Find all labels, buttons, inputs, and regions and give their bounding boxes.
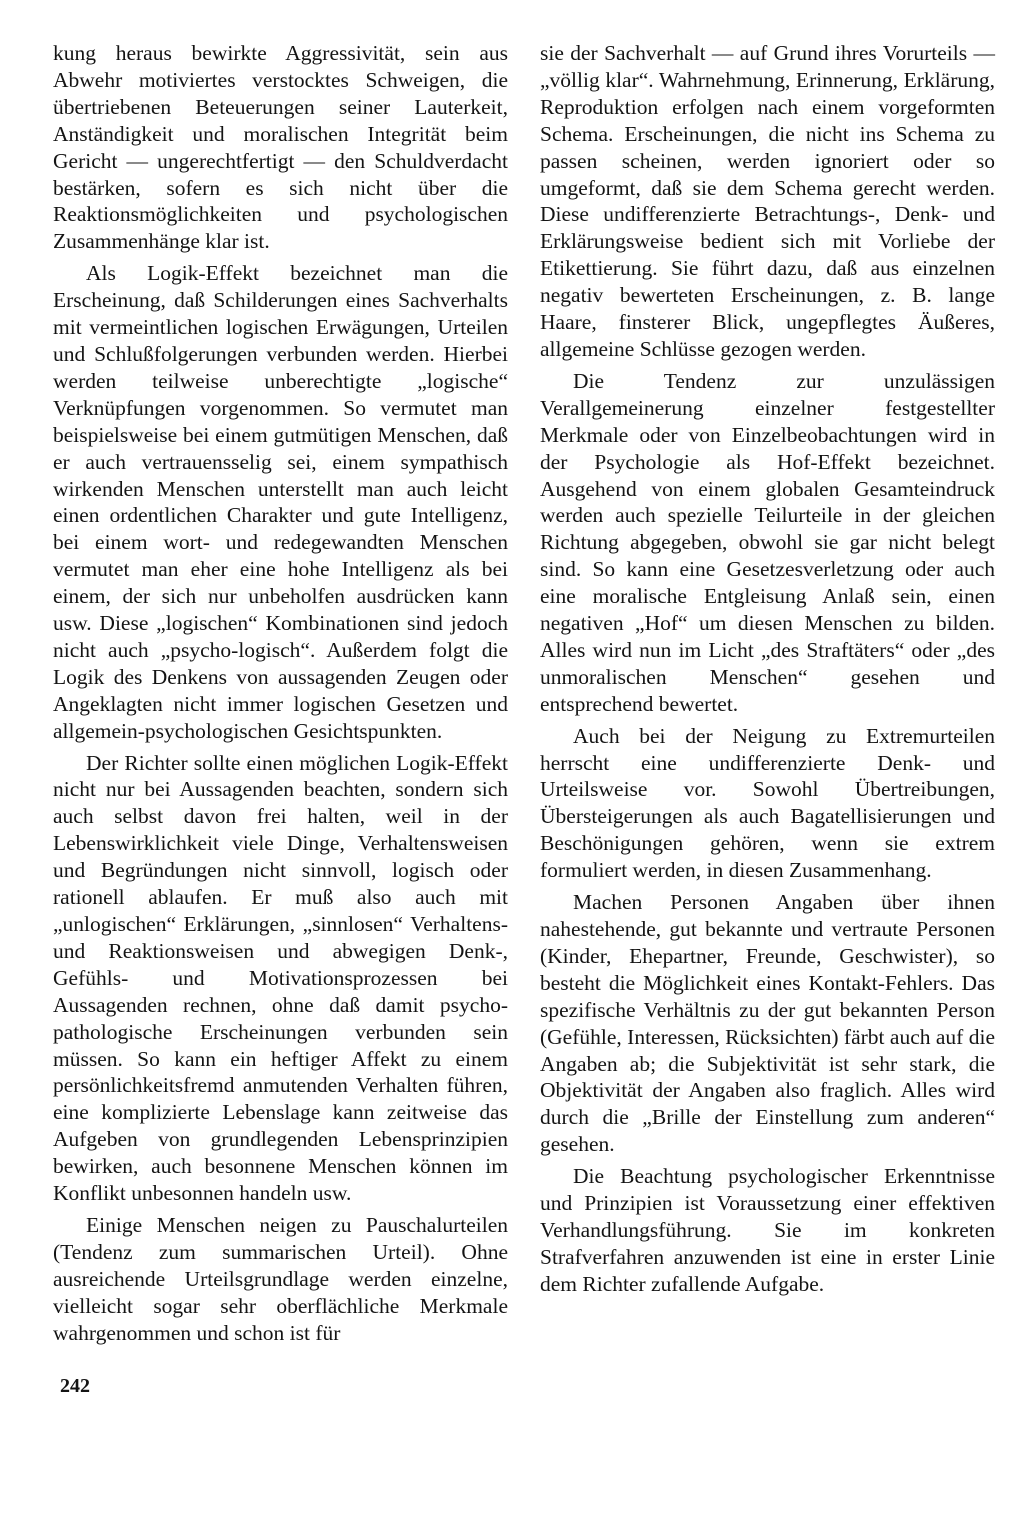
paragraph-logik-effekt: Als Logik-Effekt bezeichnet man die Erscheinung, daß Schilderungen eines Sachverhalts mit vermeintlichen logischen Erwägungen, Urteilen und Schlußfolgerungen verbunden werden. Hierbei werden teilweise unberechtigte „logische“ Verknüpfungen vorgenommen. So vermutet man beispielsweise bei einem gutmütigen Menschen, daß er auch vertrauensselig sei, einem sympathisch wirkenden Menschen unterstellt man auch leicht einen ordentlichen Charakter und gute Intelligenz, bei einem wort- und redegewandten Menschen vermutet man eher eine hohe Intelligenz als bei einem, der sich nur unbeholfen ausdrücken kann usw. Diese „logischen“ Kombinationen sind jedoch nicht auch „psycho-logisch“. Außerdem folgt die Logik des Denkens von aussagenden Zeugen oder Angeklagten nicht immer logischen Gesetzen und allgemein-psychologischen Gesichtspunkten. <box>53 261 508 743</box>
paragraph-extremurteile: Auch bei der Neigung zu Extremurteilen herrscht eine undifferenzierte Denk- und Urteilsweise vor. Sowohl Übertreibungen, Übersteigerungen als auch Bagatellisierungen und Beschönigungen gehören, wenn sie extrem formuliert werden, in diesen Zusammenhang. <box>540 723 995 883</box>
paragraph-hof-effekt: Die Tendenz zur unzulässigen Verallgemeinerung einzelner festgestellter Merkmale oder von Einzelbeobachtungen wird in der Psychologie als Hof-Effekt bezeichnet. Ausgehend von einem globalen Gesamteindruck werden auch spezielle Teilurteile in der gleichen Richtung abgegeben, obwohl sie gar nicht belegt sind. So kann eine Gesetzesverletzung oder auch eine moralische Entgleisung Anlaß sein, einen negativen „Hof“ um diesen Menschen zu bilden. Alles wird nun im Licht „des Straftäters“ oder „des unmoralischen Menschen“ gesehen und entsprechend bewertet. <box>540 368 995 716</box>
paragraph-conclusion: Die Beachtung psychologischer Erkenntnisse und Prinzipien ist Voraussetzung einer effektiven Verhandlungsführung. Sie im konkreten Strafverfahren anzuwenden ist eine in erster Linie dem Richter zufallende Aufgabe. <box>540 1164 995 1296</box>
page-number: 242 <box>60 1375 90 1397</box>
paragraph-continuation: kung heraus bewirkte Aggressivität, sein aus Abwehr motiviertes verstocktes Schweigen, die übertriebenen Beteuerungen seiner Lauterkeit, Anständigkeit und moralischen Integrität beim Gericht — ungerechtfertigt — den Schuldverdacht bestärken, sofern es sich nicht über die Reaktionsmöglichkeiten und psychologischen Zusammenhänge klar ist. <box>53 41 508 254</box>
left-column <box>53 40 508 1347</box>
paragraph-richter-logik-effekt: Der Richter sollte einen möglichen Logik-Effekt nicht nur bei Aussagenden beachten, sondern sich auch selbst davon frei halten, weil in der Lebenswirklichkeit viele Dinge, Verhaltensweisen und Begründungen nicht sinnvoll, logisch oder rationell ablaufen. Er muß also auch mit „unlogischen“ Erklärungen, „sinnlosen“ Verhaltens- und Reaktionsweisen und abwegigen Denk-, Gefühls- und Motivationsprozessen bei Aussagenden rechnen, ohne daß damit psycho-pathologische Erscheinungen verbunden sein müssen. So kann ein heftiger Affekt zu einem persönlichkeitsfremd anmutenden Verhalten führen, eine komplizierte Lebenslage kann zeitweise das Aufgeben von grundlegenden Lebensprinzipien bewirken, auch besonnene Menschen können im Konflikt unbesonnen handeln usw. <box>53 750 508 1206</box>
paragraph-vorurteil-continuation: sie der Sachverhalt — auf Grund ihres Vorurteils — „völlig klar“. Wahrnehmung, Erinnerung, Erklärung, Reproduktion erfolgen nach einem vorgeformten Schema. Erscheinungen, die nicht ins Schema zu passen scheinen, werden ignoriert oder so umgeformt, daß sie dem Schema gerecht werden. Diese undifferenzierte Betrachtungs-, Denk- und Erklärungsweise bedient sich mit Vorliebe der Etikettierung. Sie führt dazu, daß aus einzelnen negativ bewerteten Erscheinungen, z. B. lange Haare, finsterer Blick, ungepflegtes Äußeres, allgemeine Schlüsse gezogen werden. <box>540 41 995 361</box>
paragraph-kontakt-fehler: Machen Personen Angaben über ihnen nahestehende, gut bekannte und vertraute Personen (Kinder, Ehepartner, Freunde, Geschwister), so besteht die Möglichkeit eines Kontakt-Fehlers. Das spezifische Verhältnis zu der gut bekannten Person (Gefühle, Interessen, Rücksichten) färbt auch auf die Angaben ab; die Subjektivität ist sehr stark, die Objektivität der Angaben also fraglich. Alles wird durch die „Brille der Einstellung zum anderen“ gesehen. <box>540 890 995 1157</box>
right-column <box>540 40 995 1298</box>
paragraph-pauschalurteile: Einige Menschen neigen zu Pauschalurteilen (Tendenz zum summarischen Urteil). Ohne ausreichende Urteilsgrundlage werden einzelne, vielleicht sogar sehr oberflächliche Merkmale wahrgenommen und schon ist für <box>53 1212 508 1345</box>
